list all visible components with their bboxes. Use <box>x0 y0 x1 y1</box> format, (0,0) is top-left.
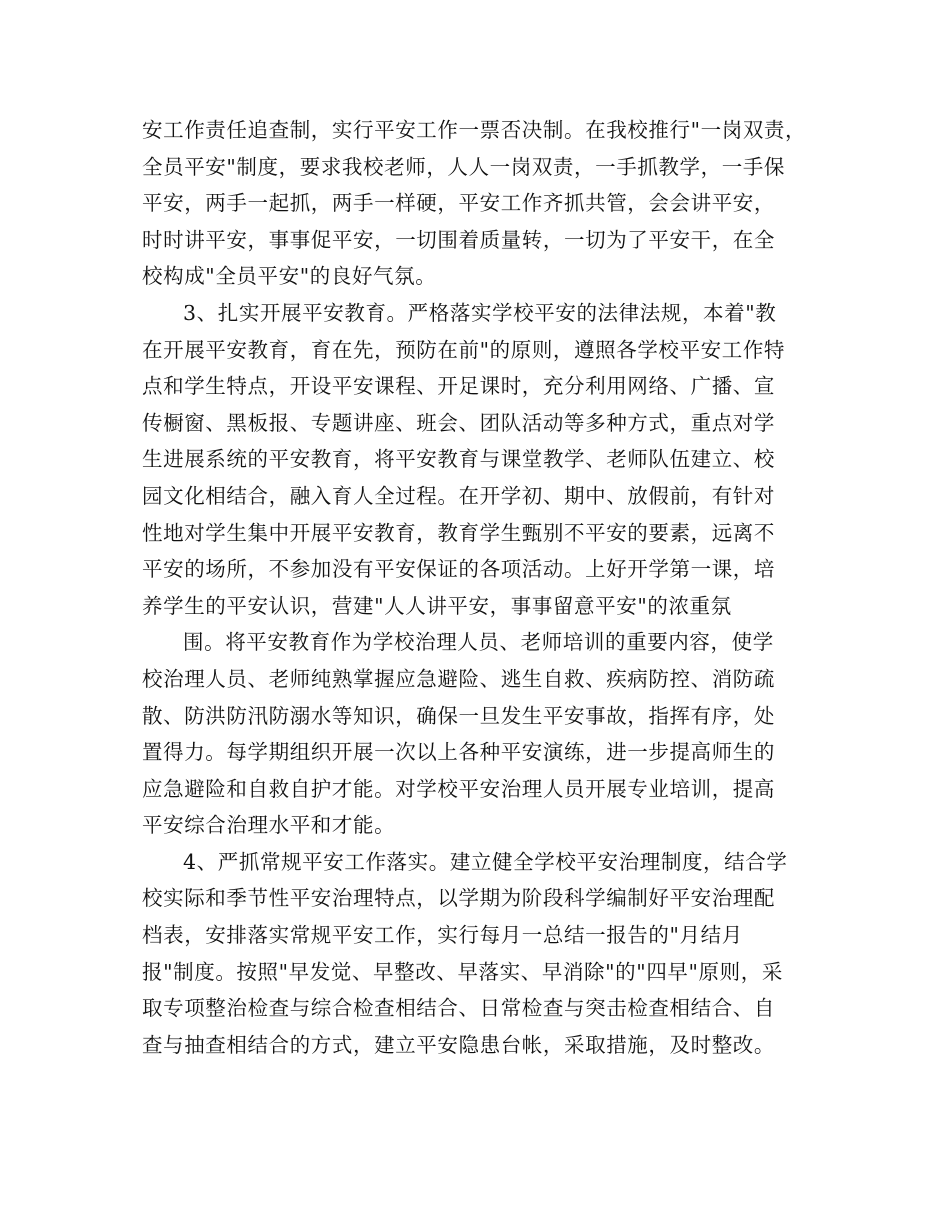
text-line: 应急避险和自救自护才能。对学校平安治理人员开展专业培训，提高 <box>142 776 775 801</box>
text-line: 安工作责任追查制，实行平安工作一票否决制。在我校推行"一岗双责， <box>142 118 807 142</box>
text-line: 养学生的平安认识，营建"人人讲平安，事事留意平安"的浓重氛 <box>142 593 732 618</box>
text-line: 时时讲平安，事事促平安，一切围着质量转，一切为了平安干，在全 <box>142 227 775 252</box>
text-line: 平安，两手一起抓，两手一样硬，平安工作齐抓共管，会会讲平安， <box>142 191 775 216</box>
text-line: 生进展系统的平安教育，将平安教育与课堂教学、老师队伍建立、校 <box>142 447 775 472</box>
text-line: 在开展平安教育，育在先，预防在前"的原则，遵照各学校平安工作特 <box>142 337 786 362</box>
text-line: 取专项整治检查与综合检查相结合、日常检查与突击检查相结合、自 <box>142 996 775 1021</box>
text-line: 散、防洪防汛防溺水等知识，确保一旦发生平安事故，指挥有序，处 <box>142 703 775 728</box>
text-line: 4、严抓常规平安工作落实。建立健全学校平安治理制度，结合学 <box>183 849 788 874</box>
text-line: 校治理人员、老师纯熟掌握应急避险、逃生自救、疾病防控、消防疏 <box>142 666 775 691</box>
document-body <box>142 112 822 1063</box>
text-line: 3、扎实开展平安教育。严格落实学校平安的法律法规，本着"教 <box>183 300 777 325</box>
text-line: 校构成"全员平安"的良好气氛。 <box>142 264 437 289</box>
text-line: 性地对学生集中开展平安教育，教育学生甄别不平安的要素，远离不 <box>142 520 775 545</box>
text-line: 查与抽查相结合的方式，建立平安隐患台帐，采取措施，及时整改。 <box>142 1032 775 1057</box>
text-line: 校实际和季节性平安治理特点，以学期为阶段科学编制好平安治理配 <box>142 886 775 911</box>
text-line: 平安的场所，不参加没有平安保证的各项活动。上好开学第一课，培 <box>142 557 775 582</box>
text-line: 园文化相结合，融入育人全过程。在开学初、期中、放假前，有针对 <box>142 483 775 508</box>
text-line: 报"制度。按照"早发觉、早整改、早落实、早消除"的"四早"原则，采 <box>142 959 783 984</box>
text-line: 围。将平安教育作为学校治理人员、老师培训的重要内容，使学 <box>183 630 774 655</box>
text-line: 平安综合治理水平和才能。 <box>142 813 396 838</box>
text-line: 传橱窗、黑板报、专题讲座、班会、团队活动等多种方式，重点对学 <box>142 410 775 435</box>
text-line: 点和学生特点，开设平安课程、开足课时，充分利用网络、广播、宣 <box>142 374 775 399</box>
text-line: 全员平安"制度，要求我校老师，人人一岗双责，一手抓教学，一手保 <box>142 154 786 179</box>
text-line: 置得力。每学期组织开展一次以上各种平安演练，进一步提高师生的 <box>142 740 775 765</box>
text-line: 档表，安排落实常规平安工作，实行每月一总结一报告的"月结月 <box>142 923 743 948</box>
